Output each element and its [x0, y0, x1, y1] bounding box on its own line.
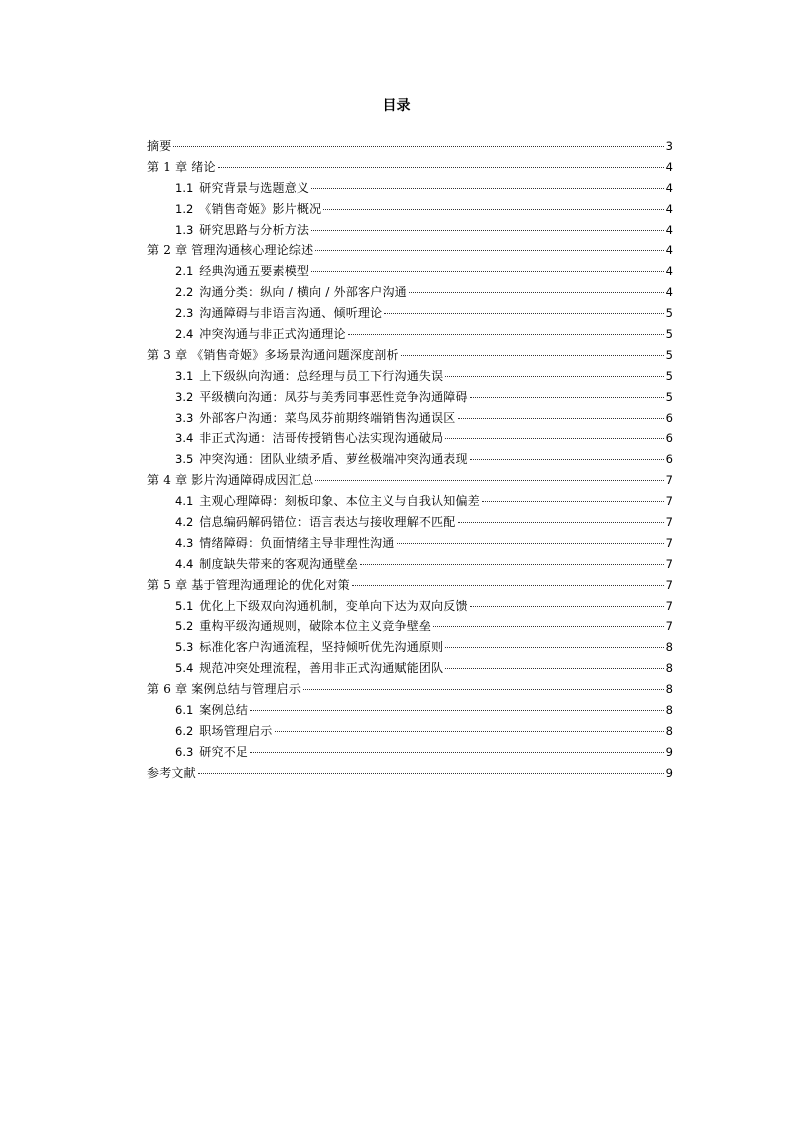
toc-section-entry[interactable] — [147, 512, 673, 533]
toc-dot-leader — [445, 376, 663, 377]
toc-entry-label: 非正式沟通：洁哥传授销售心法实现沟通破局 — [199, 431, 444, 446]
toc-dot-leader — [445, 647, 663, 648]
toc-section-entry[interactable] — [147, 178, 673, 199]
toc-entry-page-number: 6 — [665, 410, 673, 425]
toc-dot-leader — [311, 230, 664, 231]
toc-entry-label: 研究不足 — [199, 744, 249, 759]
toc-entry-page-number: 7 — [665, 619, 673, 634]
toc-entry-label: 优化上下级双向沟通机制，变单向下达为双向反馈 — [199, 598, 468, 613]
toc-entry-number: 4.4 — [175, 556, 194, 571]
toc-dot-leader — [173, 146, 663, 147]
toc-dot-leader — [397, 543, 664, 544]
toc-dot-leader — [348, 334, 664, 335]
toc-dot-leader — [401, 355, 664, 356]
toc-dot-leader — [315, 250, 663, 251]
toc-entry-label: 规范冲突处理流程，善用非正式沟通赋能团队 — [199, 661, 444, 676]
toc-entry-page-number: 5 — [665, 306, 673, 321]
toc-entry-page-number: 8 — [665, 661, 673, 676]
toc-entry-page-number: 4 — [665, 180, 673, 195]
toc-entry-page-number: 5 — [665, 368, 673, 383]
toc-entry-number: 3.5 — [175, 452, 194, 467]
toc-dot-leader — [315, 480, 663, 481]
toc-entry-label: 案例总结 — [199, 703, 249, 718]
toc-section-entry[interactable] — [147, 428, 673, 449]
toc-section-entry[interactable] — [147, 637, 673, 658]
toc-dot-leader — [311, 188, 664, 189]
toc-entry-label: 信息编码解码错位：语言表达与接收理解不匹配 — [199, 515, 456, 530]
toc-entry-label: 研究思路与分析方法 — [199, 222, 310, 237]
toc-entry-page-number: 6 — [665, 452, 673, 467]
toc-entry-label: 职场管理启示 — [199, 723, 273, 738]
toc-entry-page-number: 7 — [665, 535, 673, 550]
toc-entry-label: 第 6 章 案例总结与管理启示 — [147, 682, 302, 697]
toc-entry-page-number: 7 — [665, 577, 673, 592]
toc-dot-leader — [323, 209, 663, 210]
toc-entry-label: 冲突沟通：团队业绩矛盾、萝丝极端冲突沟通表现 — [199, 452, 468, 467]
toc-entry-page-number: 4 — [665, 243, 673, 258]
toc-entry-label: 标准化客户沟通流程，坚持倾听优先沟通原则 — [199, 640, 444, 655]
toc-entry-page-number: 8 — [665, 703, 673, 718]
toc-entry-number: 5.2 — [175, 619, 194, 634]
toc-entry-label: 第 3 章 《销售奇姬》多场景沟通问题深度剖析 — [147, 347, 399, 362]
toc-section-entry[interactable] — [147, 533, 673, 554]
toc-entry-number: 4.3 — [175, 535, 194, 550]
toc-dot-leader — [275, 731, 664, 732]
toc-section-entry[interactable] — [147, 387, 673, 408]
toc-entry-page-number: 3 — [665, 139, 673, 153]
toc-dot-leader — [470, 397, 664, 398]
toc-entry-page-number: 6 — [665, 431, 673, 446]
toc-entry-label: 平级横向沟通：凤芬与美秀同事恶性竞争沟通障碍 — [199, 389, 468, 404]
toc-dot-leader — [458, 522, 664, 523]
toc-dot-leader — [250, 710, 664, 711]
toc-chapter-entry[interactable] — [147, 345, 673, 366]
toc-entry-number: 2.4 — [175, 327, 194, 342]
toc-title: 目录 — [382, 98, 411, 114]
toc-entry-number: 3.1 — [175, 368, 194, 383]
toc-chapter-entry[interactable] — [147, 157, 673, 178]
toc-dot-leader — [445, 668, 663, 669]
toc-entry-number: 4.1 — [175, 494, 194, 509]
toc-entry-number: 6.3 — [175, 744, 194, 759]
toc-dot-leader — [352, 585, 664, 586]
toc-entry-label: 第 2 章 管理沟通核心理论综述 — [147, 243, 314, 258]
toc-chapter-entry[interactable] — [147, 470, 673, 491]
toc-section-entry[interactable] — [147, 199, 673, 220]
toc-entry-number: 5.3 — [175, 640, 194, 655]
toc-entry-label: 第 1 章 绪论 — [147, 159, 216, 174]
toc-entry-label: 第 5 章 基于管理沟通理论的优化对策 — [147, 577, 350, 592]
toc-entry-label: 沟通分类：纵向 / 横向 / 外部客户沟通 — [199, 285, 407, 300]
toc-entry-label: 《销售奇姬》影片概况 — [199, 201, 322, 216]
toc-dot-leader — [445, 438, 663, 439]
toc-entry-page-number: 4 — [665, 285, 673, 300]
toc-entry-number: 6.1 — [175, 703, 194, 718]
toc-dot-leader — [470, 606, 664, 607]
toc-dot-leader — [311, 271, 664, 272]
toc-section-entry[interactable] — [147, 616, 673, 637]
toc-section-entry[interactable] — [147, 220, 673, 241]
toc-dot-leader — [198, 773, 664, 774]
toc-entry-label: 摘要 — [147, 139, 172, 153]
toc-entry-page-number: 8 — [665, 682, 673, 697]
toc-entry-label: 第 4 章 影片沟通障碍成因汇总 — [147, 473, 314, 488]
toc-entry-page-number: 7 — [665, 473, 673, 488]
toc-dot-leader — [250, 752, 664, 753]
toc-section-entry[interactable] — [147, 282, 673, 303]
toc-entry-page-number: 9 — [665, 744, 673, 759]
toc-entry-number: 3.3 — [175, 410, 194, 425]
toc-entry-number: 2.2 — [175, 285, 194, 300]
toc-chapter-entry[interactable] — [147, 763, 673, 784]
toc-section-entry[interactable] — [147, 596, 673, 617]
toc-entry-number: 4.2 — [175, 515, 194, 530]
toc-section-entry[interactable] — [147, 366, 673, 387]
toc-chapter-entry[interactable] — [147, 136, 673, 157]
toc-chapter-entry[interactable] — [147, 679, 673, 700]
toc-entry-number: 3.2 — [175, 389, 194, 404]
toc-entry-page-number: 4 — [665, 201, 673, 216]
toc-entry-number: 6.2 — [175, 723, 194, 738]
toc-entry-page-number: 9 — [665, 765, 673, 780]
toc-entry-label: 经典沟通五要素模型 — [199, 264, 310, 279]
toc-entry-number: 5.4 — [175, 661, 194, 676]
toc-dot-leader — [458, 418, 664, 419]
toc-entry-page-number: 5 — [665, 347, 673, 362]
toc-entry-page-number: 8 — [665, 723, 673, 738]
toc-section-entry[interactable] — [147, 491, 673, 512]
toc-entry-label: 重构平级沟通规则，破除本位主义竞争壁垒 — [199, 619, 432, 634]
toc-section-entry[interactable] — [147, 324, 673, 345]
toc-section-entry[interactable] — [147, 742, 673, 763]
toc-entry-label: 冲突沟通与非正式沟通理论 — [199, 327, 346, 342]
toc-section-entry[interactable] — [147, 261, 673, 282]
toc-entry-page-number: 4 — [665, 222, 673, 237]
toc-entry-number: 1.2 — [175, 201, 194, 216]
toc-section-entry[interactable] — [147, 721, 673, 742]
toc-section-entry[interactable] — [147, 303, 673, 324]
toc-entry-page-number: 5 — [665, 389, 673, 404]
toc-section-entry[interactable] — [147, 449, 673, 470]
toc-section-entry[interactable] — [147, 658, 673, 679]
toc-entry-number: 2.1 — [175, 264, 194, 279]
toc-entry-number: 3.4 — [175, 431, 194, 446]
toc-entry-page-number: 4 — [665, 159, 673, 174]
toc-entry-label: 主观心理障碍：刻板印象、本位主义与自我认知偏差 — [199, 494, 480, 509]
toc-entry-page-number: 7 — [665, 556, 673, 571]
toc-entry-page-number: 7 — [665, 598, 673, 613]
toc-entry-label: 研究背景与选题意义 — [199, 180, 310, 195]
toc-entry-number: 5.1 — [175, 598, 194, 613]
toc-entry-page-number: 4 — [665, 264, 673, 279]
toc-entry-page-number: 5 — [665, 327, 673, 342]
toc-dot-leader — [433, 626, 664, 627]
toc-entry-number: 2.3 — [175, 306, 194, 321]
toc-entry-label: 外部客户沟通：菜鸟凤芬前期终端销售沟通误区 — [199, 410, 456, 425]
toc-dot-leader — [360, 564, 664, 565]
toc-entry-number: 1.1 — [175, 180, 194, 195]
toc-entry-page-number: 7 — [665, 515, 673, 530]
toc-entry-number: 1.3 — [175, 222, 194, 237]
toc-entry-label: 参考文献 — [147, 765, 196, 780]
toc-section-entry[interactable] — [147, 700, 673, 721]
toc-section-entry[interactable] — [147, 554, 673, 575]
toc-entry-label: 制度缺失带来的客观沟通壁垒 — [199, 556, 358, 571]
toc-dot-leader — [218, 167, 664, 168]
toc-entry-page-number: 7 — [665, 494, 673, 509]
toc-entry-label: 上下级纵向沟通：总经理与员工下行沟通失误 — [199, 368, 444, 383]
toc-chapter-entry[interactable] — [147, 575, 673, 596]
toc-chapter-entry[interactable] — [147, 240, 673, 261]
table-of-contents — [147, 136, 673, 784]
toc-dot-leader — [384, 313, 663, 314]
toc-entry-label: 情绪障碍：负面情绪主导非理性沟通 — [199, 535, 395, 550]
toc-dot-leader — [303, 689, 664, 690]
toc-dot-leader — [409, 292, 664, 293]
toc-section-entry[interactable] — [147, 408, 673, 429]
toc-entry-label: 沟通障碍与非语言沟通、倾听理论 — [199, 306, 383, 321]
toc-dot-leader — [482, 501, 664, 502]
toc-dot-leader — [470, 459, 664, 460]
toc-entry-page-number: 8 — [665, 640, 673, 655]
